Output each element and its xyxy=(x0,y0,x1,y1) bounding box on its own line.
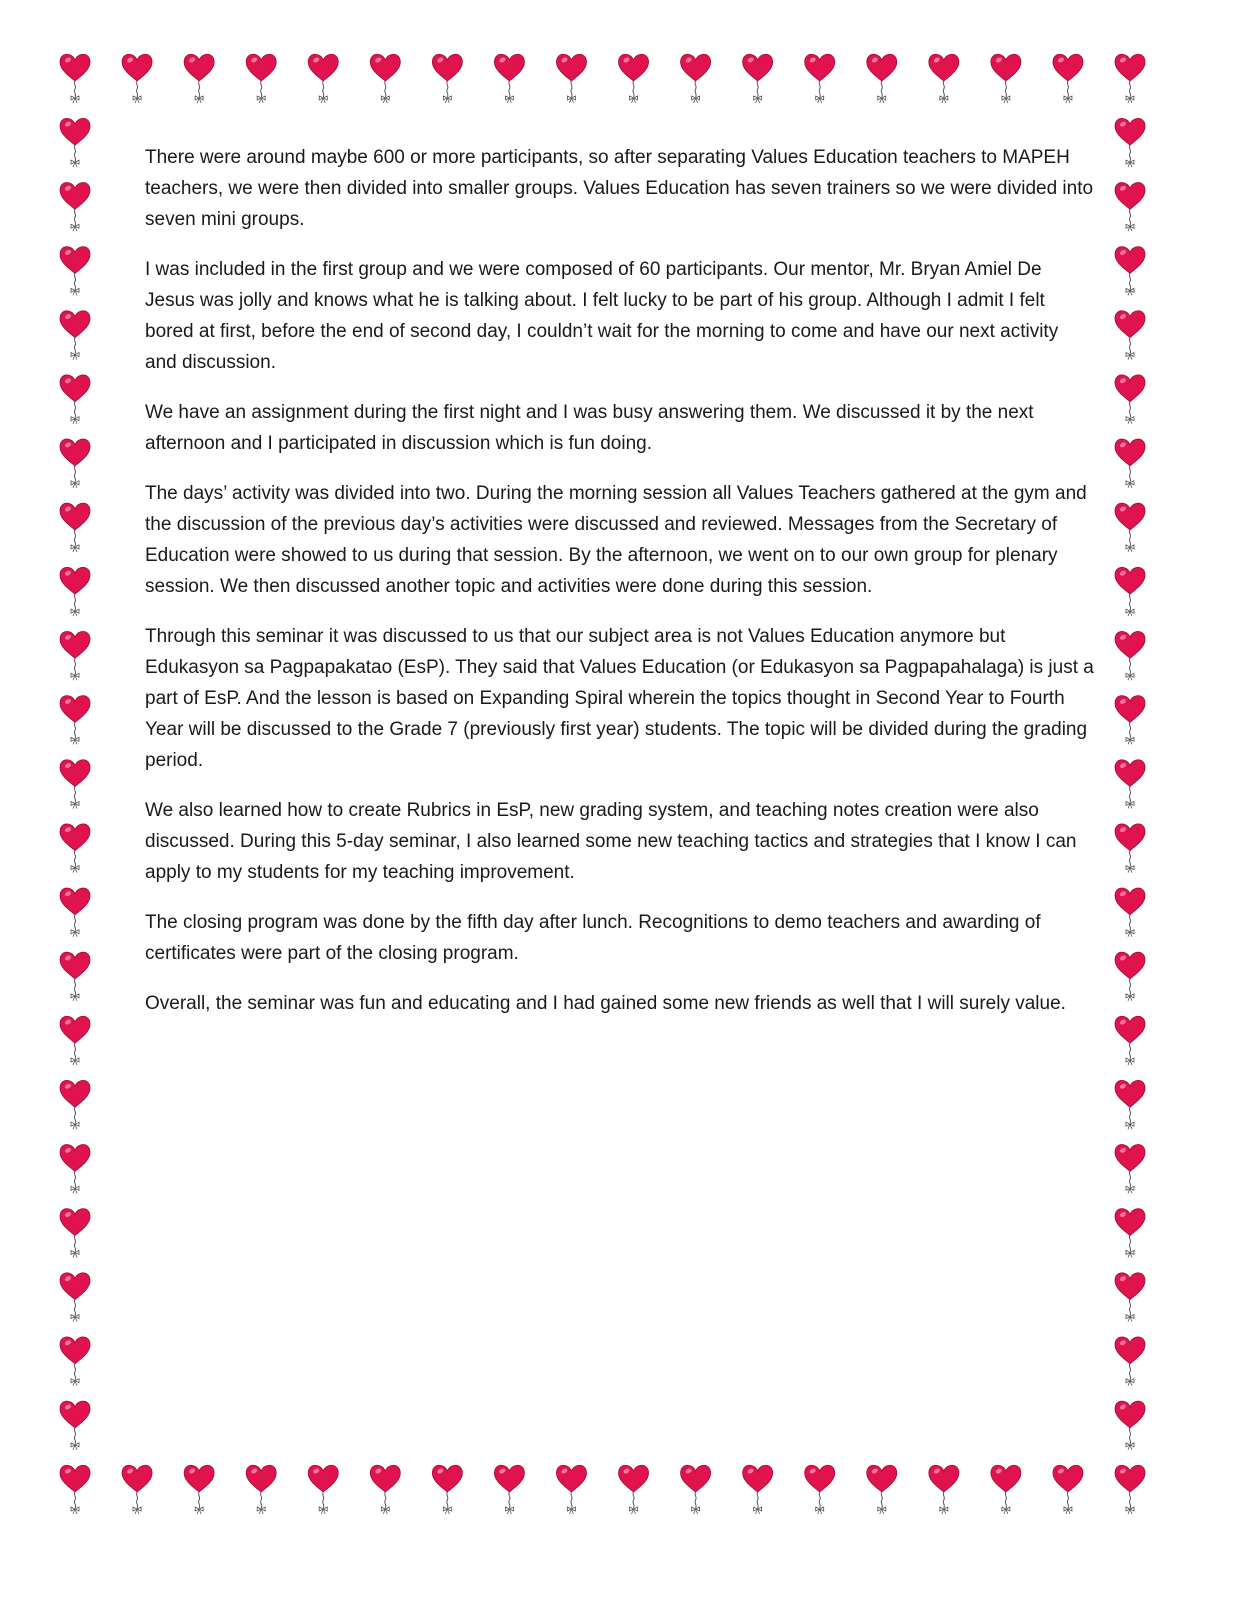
heart-balloon-icon xyxy=(1115,118,1145,167)
heart-balloon-icon xyxy=(1115,1401,1145,1450)
heart-balloon-icon xyxy=(1053,54,1083,103)
heart-balloon-icon xyxy=(867,1465,897,1514)
heart-balloon-icon xyxy=(1115,952,1145,1001)
paragraph-6: We also learned how to create Rubrics in EsP, new grading system, and teaching notes creation were also discussed. During this 5-day seminar, I also learned some new teaching tactics and strategies that I know I can apply to my students for my teaching improvement. xyxy=(145,800,1077,883)
document-body xyxy=(145,142,1095,1038)
heart-balloon-icon xyxy=(805,54,835,103)
paragraph-2: I was included in the first group and we were composed of 60 participants. Our mentor, Mr. Bryan Amiel De Jesus was jolly and knows what he is talking about. I felt lucky to be part of his group. Although I admit I felt bored at first, before the end of second day, I couldn’t wait for the morning to come and have our next activity and discussion. xyxy=(145,259,1059,373)
heart-balloon-icon xyxy=(1115,54,1145,103)
heart-balloon-icon xyxy=(1115,375,1145,424)
heart-balloon-icon xyxy=(743,54,773,103)
heart-balloon-icon xyxy=(1115,247,1145,296)
heart-balloon-icon xyxy=(60,824,90,873)
heart-balloon-icon xyxy=(432,1465,462,1514)
heart-balloon-icon xyxy=(1115,696,1145,745)
heart-balloon-icon xyxy=(1115,1145,1145,1194)
paragraph-8: Overall, the seminar was fun and educating and I had gained some new friends as well that I will surely value. xyxy=(145,993,1066,1014)
heart-balloon-icon xyxy=(60,1145,90,1194)
heart-balloon-icon xyxy=(1115,567,1145,616)
heart-balloon-icon xyxy=(308,54,338,103)
heart-balloon-icon xyxy=(1115,1273,1145,1322)
heart-balloon-icon xyxy=(246,54,276,103)
heart-balloon-icon xyxy=(60,631,90,680)
heart-balloon-icon xyxy=(991,1465,1021,1514)
heart-balloon-icon xyxy=(308,1465,338,1514)
heart-balloon-icon xyxy=(1115,503,1145,552)
heart-balloon-icon xyxy=(1115,888,1145,937)
heart-balloon-icon xyxy=(556,54,586,103)
paragraph-4: The days’ activity was divided into two. During the morning session all Values Teachers gathered at the gym and the discussion of the previous day’s activities were discussed and reviewed. Messages from the Secretary of Education were showed to us during that session. By the afternoon, we went on to our own group for plenary session. We then discussed another topic and activities were done during this session. xyxy=(145,483,1087,597)
heart-balloon-icon xyxy=(991,54,1021,103)
heart-balloon-icon xyxy=(60,888,90,937)
heart-balloon-icon xyxy=(1115,439,1145,488)
heart-balloon-icon xyxy=(681,1465,711,1514)
heart-balloon-icon xyxy=(60,696,90,745)
heart-balloon-icon xyxy=(60,375,90,424)
heart-balloon-icon xyxy=(246,1465,276,1514)
heart-balloon-icon xyxy=(60,760,90,809)
heart-balloon-icon xyxy=(60,1080,90,1129)
heart-balloon-icon xyxy=(122,54,152,103)
heart-balloon-icon xyxy=(619,1465,649,1514)
heart-balloon-icon xyxy=(60,503,90,552)
heart-balloon-icon xyxy=(60,1209,90,1258)
heart-balloon-icon xyxy=(60,1465,90,1514)
heart-balloon-icon xyxy=(60,1016,90,1065)
heart-balloon-icon xyxy=(619,54,649,103)
paragraph-7: The closing program was done by the fifth day after lunch. Recognitions to demo teachers and awarding of certificates were part of the closing program. xyxy=(145,912,1041,964)
heart-balloon-icon xyxy=(60,118,90,167)
heart-balloon-icon xyxy=(1115,1209,1145,1258)
heart-balloon-icon xyxy=(370,1465,400,1514)
heart-balloon-icon xyxy=(60,952,90,1001)
heart-balloon-icon xyxy=(184,54,214,103)
heart-balloon-icon xyxy=(1053,1465,1083,1514)
heart-balloon-icon xyxy=(1115,760,1145,809)
paragraph-3: We have an assignment during the first night and I was busy answering them. We discussed it by the next afternoon and I participated in discussion which is fun doing. xyxy=(145,402,1034,454)
heart-balloon-icon xyxy=(1115,1337,1145,1386)
heart-balloon-icon xyxy=(432,54,462,103)
heart-balloon-icon xyxy=(1115,631,1145,680)
heart-balloon-icon xyxy=(681,54,711,103)
paragraph-1: There were around maybe 600 or more participants, so after separating Values Education teachers to MAPEH teachers, we were then divided into smaller groups. Values Education has seven trainers so we were divided into seven mini groups. xyxy=(145,147,1094,230)
heart-balloon-icon xyxy=(184,1465,214,1514)
heart-balloon-icon xyxy=(929,54,959,103)
paragraph-5: Through this seminar it was discussed to us that our subject area is not Values Education anymore but Edukasyon sa Pagpapakatao (EsP). They said that Values Education (or Edukasyon sa Pagpapahalaga) is just a part of EsP. And the lesson is based on Expanding Spiral wherein the topics thought in Second Year to Fourth Year will be discussed to the Grade 7 (previously first year) students. The topic will be divided during the grading period. xyxy=(145,626,1094,771)
heart-balloon-icon xyxy=(867,54,897,103)
heart-balloon-icon xyxy=(60,54,90,103)
heart-balloon-icon xyxy=(1115,311,1145,360)
heart-balloon-icon xyxy=(556,1465,586,1514)
heart-balloon-icon xyxy=(60,567,90,616)
heart-balloon-icon xyxy=(1115,1465,1145,1514)
heart-balloon-icon xyxy=(60,1401,90,1450)
heart-balloon-icon xyxy=(494,1465,524,1514)
heart-balloon-icon xyxy=(60,247,90,296)
heart-balloon-icon xyxy=(1115,183,1145,232)
heart-balloon-icon xyxy=(805,1465,835,1514)
heart-balloon-icon xyxy=(122,1465,152,1514)
heart-balloon-icon xyxy=(929,1465,959,1514)
heart-balloon-icon xyxy=(1115,1080,1145,1129)
heart-balloon-icon xyxy=(494,54,524,103)
heart-balloon-icon xyxy=(370,54,400,103)
heart-balloon-icon xyxy=(1115,1016,1145,1065)
heart-balloon-icon xyxy=(60,183,90,232)
heart-balloon-icon xyxy=(60,1273,90,1322)
heart-balloon-icon xyxy=(60,439,90,488)
heart-balloon-icon xyxy=(743,1465,773,1514)
heart-balloon-icon xyxy=(1115,824,1145,873)
heart-balloon-icon xyxy=(60,1337,90,1386)
heart-balloon-icon xyxy=(60,311,90,360)
